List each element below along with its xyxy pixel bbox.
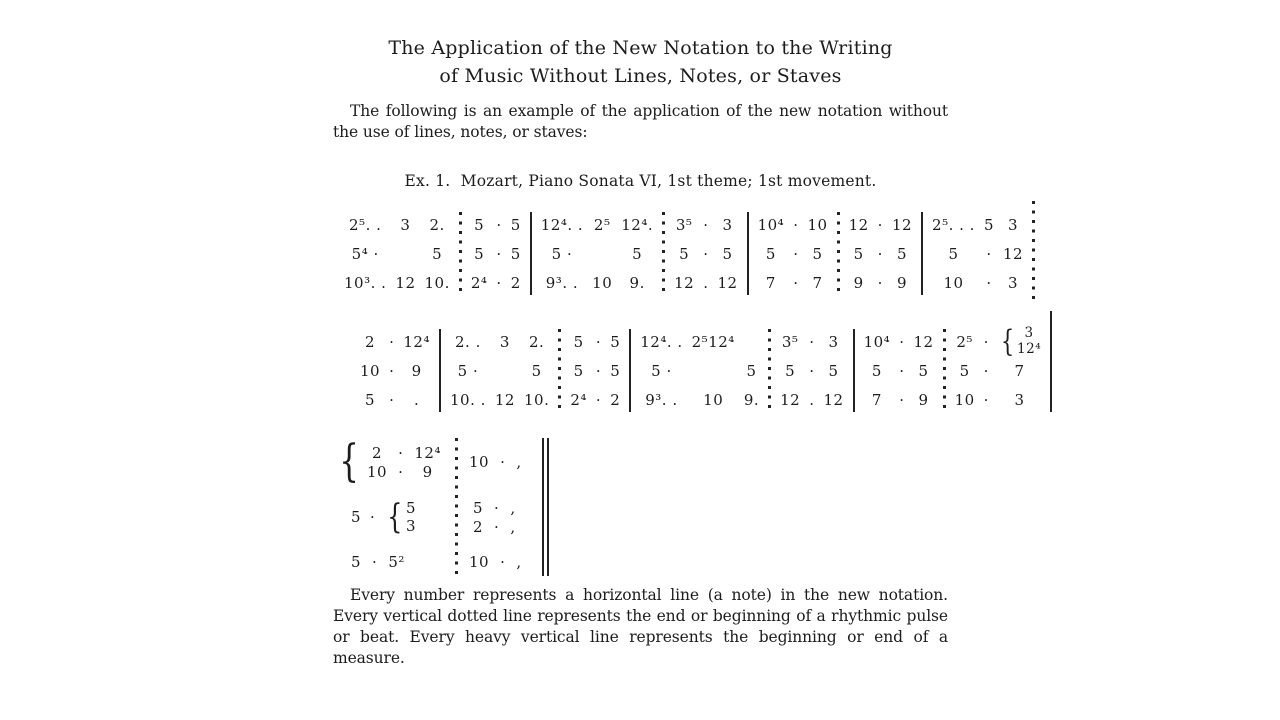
- notation-measure: [351, 327, 439, 414]
- notation-token: 2⁴: [470, 273, 488, 292]
- notation-token: 3: [1024, 325, 1034, 341]
- notation-token: ·: [899, 361, 905, 380]
- notation-token: 5: [531, 361, 542, 380]
- notation-token: 5: [828, 361, 839, 380]
- notation-token: 5: [610, 361, 621, 380]
- notation-token: 5: [948, 244, 959, 263]
- intro-paragraph: The following is an example of the application of the new notation without the use of lines, notes, or staves:: [333, 102, 948, 141]
- notation-token: 12⁴. .: [540, 215, 584, 234]
- notation-token: ·: [983, 390, 989, 409]
- notation-token: 3: [828, 332, 839, 351]
- notation-measure: [469, 553, 522, 571]
- notation-token: 5: [679, 244, 690, 263]
- notation-token: 10.: [523, 390, 550, 409]
- notation-token: 9: [853, 273, 864, 292]
- notation-measure: [367, 443, 441, 481]
- notation-token: 5: [432, 244, 443, 263]
- measure-bar-line: [1050, 311, 1052, 412]
- notation-token: 5: [351, 553, 362, 571]
- notation-token: ·: [595, 390, 602, 409]
- notation-token: 12⁴. .: [640, 332, 683, 351]
- notation-token: 7: [812, 273, 823, 292]
- notation-token: 5: [983, 215, 994, 234]
- notation-token: 5: [812, 244, 823, 263]
- notation-token: 2: [510, 273, 521, 292]
- notation-token: ·: [372, 553, 378, 571]
- notation-token: 5: [853, 244, 864, 263]
- notation-token: 2: [610, 390, 621, 409]
- notation-token: 9³. .: [645, 390, 678, 409]
- notation-token: ,: [510, 517, 516, 536]
- explanation-paragraph: Every number represents a horizontal line (a note) in the new notation. Every vertical dotted line represents the end or beginning of a rhythmic pulse or beat. Every heavy vertical line represents the beginning or end of a measure.: [333, 586, 948, 667]
- brace-icon: {: [1000, 323, 1015, 359]
- notation-token: 9³. .: [545, 273, 579, 292]
- notation-token: 3: [499, 332, 510, 351]
- notation-token: 5⁴ ·: [351, 244, 379, 263]
- notation-token: 9: [918, 390, 929, 409]
- notation-token: 2: [365, 332, 376, 351]
- notation-token: 2⁴: [570, 390, 587, 409]
- notation-measure: [923, 210, 1032, 297]
- notation-token: 12⁴.: [621, 215, 654, 234]
- notation-token: 3⁵: [675, 215, 693, 234]
- notation-token: 2.: [429, 215, 445, 234]
- notation-token: 12: [717, 273, 738, 292]
- notation-token: ·: [877, 215, 883, 234]
- pulse-dotted-line: [1032, 201, 1035, 302]
- notation-token: 5: [405, 499, 417, 517]
- notation-token: 9.: [629, 273, 645, 292]
- notation-token: ·: [496, 273, 502, 292]
- notation-token: ·: [986, 273, 992, 292]
- notation-token: ·: [793, 273, 799, 292]
- notation-token: .: [703, 273, 709, 292]
- notation-token: 12: [823, 390, 844, 409]
- notation-token: 3: [1008, 215, 1019, 234]
- final-group-a-right: [469, 453, 522, 471]
- final-group-b-right: [469, 498, 516, 536]
- notation-token: ,: [510, 498, 516, 517]
- notation-token: 5: [896, 244, 908, 263]
- notation-measure: [473, 498, 516, 536]
- notation-token: ·: [877, 244, 883, 263]
- notation-token: 12: [891, 215, 913, 234]
- notation-token: 10: [469, 453, 490, 471]
- notation-token: 5: [474, 215, 485, 234]
- notation-token: 5 ·: [651, 361, 672, 380]
- page-title-line2: of Music Without Lines, Notes, or Staves: [439, 65, 842, 87]
- notation-token: 12: [1003, 244, 1024, 263]
- notation-system-3: [335, 436, 550, 574]
- notation-measure: [351, 553, 443, 571]
- notation-token: 12⁴: [1017, 340, 1042, 357]
- notation-token: 5: [510, 215, 521, 234]
- notation-token: ·: [370, 508, 376, 526]
- pulse-dotted-line: [455, 438, 458, 576]
- notation-token: 5: [573, 332, 584, 351]
- notation-token: 10: [954, 390, 975, 409]
- page-title-line1: The Application of the New Notation to the Writing: [388, 37, 893, 59]
- notation-token: ·: [496, 215, 502, 234]
- example-caption: Ex. 1. Mozart, Piano Sonata VI, 1st theme; 1st movement.: [404, 172, 877, 190]
- notation-token: ·: [595, 332, 602, 351]
- notation-measure: [771, 327, 852, 414]
- notation-token: 2⁵: [956, 332, 973, 351]
- notation-token: ·: [398, 462, 404, 481]
- notation-token: 5: [474, 244, 485, 263]
- final-group-a-left: [335, 436, 443, 487]
- notation-system-2: [351, 323, 1052, 414]
- notation-token: ·: [494, 498, 500, 517]
- notation-token: 5: [722, 244, 733, 263]
- notation-token: ·: [595, 361, 602, 380]
- stack-values: [406, 499, 416, 535]
- notation-token: 10: [807, 215, 828, 234]
- notation-token: 5: [765, 244, 776, 263]
- notation-token: 3: [405, 517, 417, 535]
- notation-system-1: [335, 210, 1035, 297]
- notation-example: [333, 210, 1042, 574]
- notation-token: 5: [959, 361, 970, 380]
- notation-token: 7: [1014, 361, 1025, 380]
- notation-token: 2. .: [455, 332, 481, 351]
- brace-icon: {: [339, 436, 359, 487]
- notation-token: ·: [389, 361, 395, 380]
- notation-token: 5²: [388, 553, 405, 571]
- notation-token: 12: [395, 273, 416, 292]
- notation-token: .: [414, 390, 420, 409]
- notation-token: .: [809, 390, 815, 409]
- notation-token: 10⁴: [757, 215, 785, 234]
- notation-token: 10: [469, 553, 490, 571]
- page-content: [333, 0, 1042, 669]
- notation-token: ·: [983, 361, 989, 380]
- notation-token: 10: [703, 390, 724, 409]
- notation-token: 5 ·: [551, 244, 573, 263]
- notation-token: 5: [746, 361, 757, 380]
- stack-values: [1017, 326, 1041, 357]
- notation-token: ·: [809, 361, 815, 380]
- page-title: [333, 34, 948, 90]
- notation-token: ,: [516, 453, 522, 471]
- notation-measure: [855, 327, 943, 414]
- notation-measure: [532, 210, 662, 297]
- notation-token: 2: [372, 443, 383, 462]
- notation-token: 3⁵: [781, 332, 799, 351]
- notation-token: ·: [899, 390, 905, 409]
- notation-token: 5: [785, 361, 796, 380]
- notation-token: 12: [913, 332, 934, 351]
- notation-token: 12: [674, 273, 695, 292]
- notation-token: ·: [793, 215, 799, 234]
- notation-token: 5: [918, 361, 929, 380]
- notation-measure: [631, 327, 768, 414]
- notation-token: ·: [500, 453, 506, 471]
- double-bar-line: [542, 438, 549, 576]
- notation-token: 5: [632, 244, 643, 263]
- notation-token: ·: [703, 215, 709, 234]
- notation-token: 10. .: [449, 390, 486, 409]
- notation-measure: [665, 210, 746, 297]
- notation-token: 2⁵: [593, 215, 611, 234]
- notation-token: ·: [389, 390, 395, 409]
- notation-measure: [462, 210, 530, 297]
- notation-token: ·: [703, 244, 709, 263]
- notation-token: 7: [871, 390, 882, 409]
- notation-token: ·: [983, 332, 989, 351]
- notation-token: 2⁵12⁴: [691, 332, 735, 351]
- notation-token: 5 ·: [457, 361, 479, 380]
- final-group-b-left: [335, 499, 443, 535]
- notation-token: 5: [871, 361, 882, 380]
- notation-token: ·: [496, 244, 502, 263]
- notation-token: 10: [943, 273, 964, 292]
- notation-token: ·: [500, 553, 506, 571]
- notation-measure: [441, 327, 558, 414]
- notation-token: 10: [360, 361, 381, 380]
- notation-measure: [335, 210, 459, 297]
- notation-token: 12: [494, 390, 515, 409]
- notation-token: 5: [573, 361, 584, 380]
- notation-token: ·: [389, 332, 395, 351]
- notation-token: 3: [400, 215, 411, 234]
- notation-token: ·: [877, 273, 883, 292]
- final-group-c-left: [335, 553, 443, 571]
- notation-token: 10: [592, 273, 613, 292]
- notation-token: ·: [899, 332, 905, 351]
- notation-token: 9: [422, 462, 433, 481]
- notation-token: 3: [722, 215, 733, 234]
- notation-token: 5: [365, 390, 376, 409]
- notation-token: 2⁵. . .: [932, 215, 975, 234]
- notation-token: ·: [809, 332, 815, 351]
- notation-token: 12⁴: [403, 332, 430, 351]
- notation-token: 5: [510, 244, 521, 263]
- notation-token: ·: [986, 244, 992, 263]
- notation-token: ,: [516, 553, 522, 571]
- notation-measure: [561, 327, 629, 414]
- notation-measure: [749, 210, 837, 297]
- notation-measure: [840, 210, 921, 297]
- notation-token: 10³. .: [344, 273, 387, 292]
- notation-measure: [469, 453, 522, 471]
- brace-icon: {: [387, 497, 403, 537]
- notation-token: 5: [610, 332, 621, 351]
- notation-token: 2.: [529, 332, 545, 351]
- notation-token: 3: [1014, 390, 1025, 409]
- note-stack: [998, 323, 1042, 359]
- notation-token: 10.: [424, 273, 450, 292]
- notation-token: 12⁴: [414, 443, 441, 462]
- notation-token: 12: [848, 215, 869, 234]
- notation-token: 5: [473, 498, 484, 517]
- notation-token: 3: [1008, 273, 1019, 292]
- notation-token: 5: [351, 508, 362, 526]
- notation-token: 2: [473, 517, 484, 536]
- notation-token: 9: [896, 273, 908, 292]
- note-stack: [384, 499, 416, 535]
- notation-measure: [946, 323, 1051, 414]
- final-group-c-right: [469, 553, 522, 571]
- notation-token: 10⁴: [863, 332, 891, 351]
- notation-token: 9: [411, 361, 422, 380]
- notation-token: 10: [367, 462, 388, 481]
- notation-token: 12: [780, 390, 801, 409]
- notation-token: ·: [793, 244, 799, 263]
- notation-token: 2⁵. .: [349, 215, 382, 234]
- notation-token: 9.: [743, 390, 760, 409]
- notation-token: 7: [765, 273, 776, 292]
- notation-token: ·: [398, 443, 404, 462]
- notation-token: ·: [494, 517, 500, 536]
